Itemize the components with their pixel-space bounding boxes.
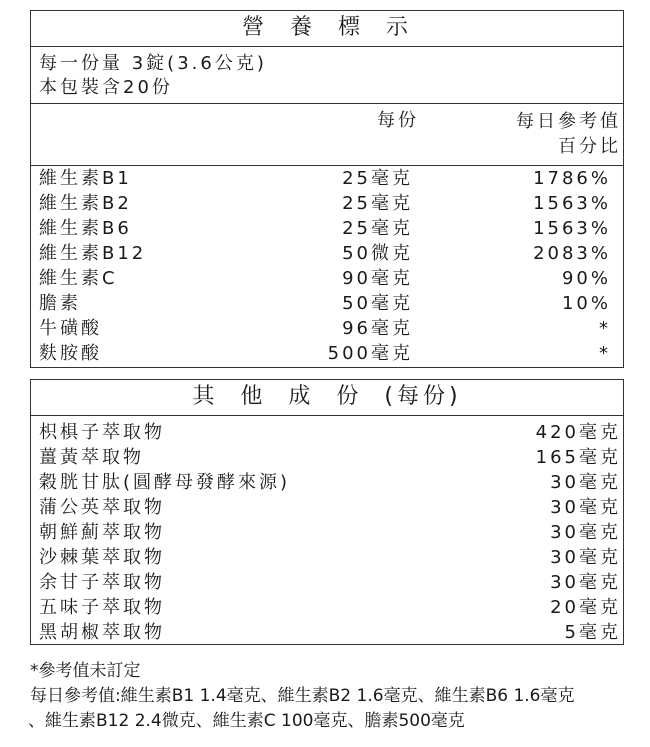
ingredient-name: 余甘子萃取物: [39, 572, 165, 593]
footnote-daily-value: 每日參考值:維生素B1 1.4毫克、維生素B2 1.6毫克、維生素B6 1.6毫克: [30, 686, 575, 706]
nutrient-daily-value: 90%: [561, 268, 611, 289]
ingredient-amount: 30毫克: [550, 572, 621, 593]
nutrition-facts-table: [30, 10, 624, 368]
nutrient-amount: 25毫克: [342, 168, 413, 189]
ingredient-name: 朝鮮薊萃取物: [39, 522, 165, 543]
ingredient-amount: 20毫克: [550, 597, 621, 618]
ingredient-name: 沙棘葉萃取物: [39, 547, 165, 568]
nutrient-daily-value: 2083%: [533, 243, 611, 264]
nutrient-row: [31, 242, 623, 267]
nutrient-daily-value: *: [599, 318, 611, 339]
nutrient-amount: 50毫克: [342, 293, 413, 314]
nutrient-amount: 25毫克: [342, 193, 413, 214]
nutrient-amount: 25毫克: [342, 218, 413, 239]
nutrient-row: [31, 292, 623, 317]
nutrient-row: [31, 267, 623, 292]
nutrient-row: [31, 342, 623, 367]
other-title: 其 他 成 份 (每份): [192, 384, 462, 409]
nutrient-daily-value: 10%: [561, 293, 611, 314]
nutrient-daily-value: 1563%: [533, 218, 611, 239]
divider: [31, 103, 623, 104]
divider: [31, 415, 623, 416]
nutrient-row: [31, 192, 623, 217]
nutrient-amount: 500毫克: [327, 343, 413, 364]
nutrient-name: 牛磺酸: [39, 318, 102, 339]
ingredient-name: 穀胱甘肽(圓酵母發酵來源): [39, 472, 291, 493]
ingredient-row: [31, 571, 623, 596]
divider: [31, 46, 623, 47]
header-daily-value-2: 百分比: [558, 136, 621, 157]
nutrition-title: 營 養 標 示: [242, 15, 412, 40]
nutrient-name: 維生素B6: [39, 218, 132, 239]
ingredient-name: 枳椇子萃取物: [39, 422, 165, 443]
ingredient-row: [31, 521, 623, 546]
nutrient-daily-value: *: [599, 343, 611, 364]
nutrient-amount: 50微克: [342, 243, 413, 264]
footnote-undefined: *參考值未訂定: [30, 661, 141, 681]
ingredient-amount: 30毫克: [550, 547, 621, 568]
serving-size: 每一份量 3錠(3.6公克): [39, 53, 267, 74]
nutrient-name: 維生素B1: [39, 168, 132, 189]
nutrient-daily-value: 1563%: [533, 193, 611, 214]
nutrient-name: 維生素B12: [39, 243, 147, 264]
nutrient-row: [31, 217, 623, 242]
ingredient-row: [31, 446, 623, 471]
ingredient-row: [31, 471, 623, 496]
ingredient-amount: 165毫克: [535, 447, 621, 468]
servings-per-package: 本包裝含20份: [39, 77, 173, 98]
header-daily-value-1: 每日參考值: [516, 111, 621, 132]
ingredient-name: 薑黃萃取物: [39, 447, 144, 468]
nutrient-name: 麩胺酸: [39, 343, 102, 364]
ingredient-row: [31, 421, 623, 446]
nutrient-row: [31, 167, 623, 192]
ingredient-name: 黑胡椒萃取物: [39, 622, 165, 643]
nutrient-name: 膽素: [39, 293, 81, 314]
ingredient-row: [31, 596, 623, 621]
ingredient-name: 蒲公英萃取物: [39, 497, 165, 518]
ingredient-row: [31, 621, 623, 646]
footnote-daily-value-cont: 、維生素B12 2.4微克、維生素C 100毫克、膽素500毫克: [28, 711, 465, 731]
nutrient-amount: 90毫克: [342, 268, 413, 289]
ingredient-amount: 420毫克: [535, 422, 621, 443]
nutrient-row: [31, 317, 623, 342]
nutrient-daily-value: 1786%: [533, 168, 611, 189]
nutrient-amount: 96毫克: [342, 318, 413, 339]
ingredient-amount: 30毫克: [550, 522, 621, 543]
ingredient-row: [31, 496, 623, 521]
divider: [31, 165, 623, 166]
ingredient-amount: 30毫克: [550, 472, 621, 493]
nutrient-name: 維生素C: [39, 268, 118, 289]
other-ingredients-table: [30, 379, 624, 645]
header-per-serving: 每份: [377, 110, 419, 131]
ingredient-name: 五味子萃取物: [39, 597, 165, 618]
ingredient-amount: 30毫克: [550, 497, 621, 518]
nutrient-name: 維生素B2: [39, 193, 132, 214]
ingredient-amount: 5毫克: [564, 622, 621, 643]
ingredient-row: [31, 546, 623, 571]
